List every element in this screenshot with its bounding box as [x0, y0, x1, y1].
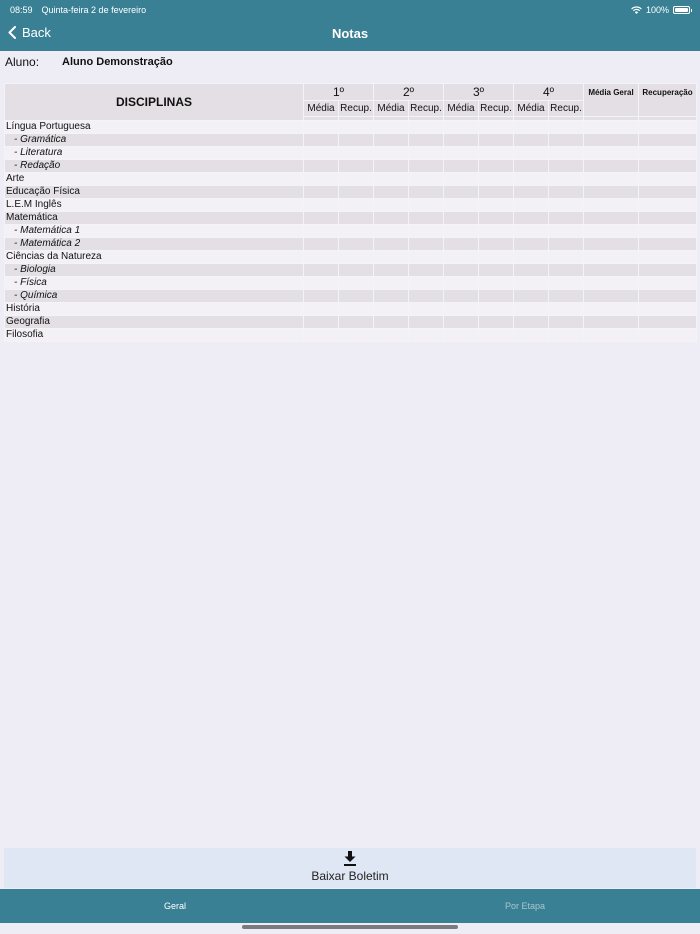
grade-cell: [444, 134, 479, 147]
grade-cell: [584, 277, 639, 290]
grade-cell: [374, 212, 409, 225]
grade-cell: [514, 316, 549, 329]
grade-cell: [409, 225, 444, 238]
grade-cell: [639, 160, 697, 173]
grade-cell: [639, 212, 697, 225]
status-time: 08:59: [10, 4, 33, 15]
grade-cell: [549, 147, 584, 160]
grade-cell: [444, 160, 479, 173]
table-row: [5, 303, 697, 316]
grades-table: [4, 83, 697, 342]
grade-cell: [409, 134, 444, 147]
grade-cell: [479, 329, 514, 342]
discipline-name: - Redação: [5, 160, 304, 173]
table-row: [5, 121, 697, 134]
term-2-media-header: Média: [374, 101, 409, 117]
grade-cell: [444, 316, 479, 329]
table-row: [5, 251, 697, 264]
grade-cell: [339, 290, 374, 303]
term-4-header: 4º: [514, 84, 584, 101]
grade-cell: [584, 238, 639, 251]
discipline-name: - Biologia: [5, 264, 304, 277]
grade-cell: [549, 303, 584, 316]
grade-cell: [584, 329, 639, 342]
grade-cell: [639, 134, 697, 147]
grade-cell: [409, 277, 444, 290]
term-2-recup-header: Recup.: [409, 101, 444, 117]
grade-cell: [374, 173, 409, 186]
discipline-name: L.E.M Inglês: [5, 199, 304, 212]
grade-cell: [374, 160, 409, 173]
grade-cell: [549, 212, 584, 225]
grade-cell: [479, 160, 514, 173]
discipline-name: Matemática: [5, 212, 304, 225]
discipline-name: Língua Portuguesa: [5, 121, 304, 134]
grade-cell: [339, 329, 374, 342]
grade-cell: [304, 199, 339, 212]
grade-cell: [639, 199, 697, 212]
grade-cell: [304, 238, 339, 251]
grade-cell: [549, 225, 584, 238]
grade-cell: [374, 186, 409, 199]
grade-cell: [409, 186, 444, 199]
grade-cell: [514, 264, 549, 277]
table-body: [5, 121, 697, 342]
grade-cell: [639, 251, 697, 264]
discipline-name: Filosofia: [5, 329, 304, 342]
grade-cell: [584, 186, 639, 199]
grade-cell: [584, 303, 639, 316]
grade-cell: [549, 186, 584, 199]
battery-icon: [673, 6, 690, 14]
grade-cell: [479, 212, 514, 225]
grade-cell: [639, 316, 697, 329]
student-name: Aluno Demonstração: [62, 56, 173, 68]
grade-cell: [479, 134, 514, 147]
grade-cell: [304, 173, 339, 186]
tab-bar: [0, 889, 700, 923]
grade-cell: [514, 277, 549, 290]
grade-cell: [374, 329, 409, 342]
grade-cell: [479, 264, 514, 277]
grade-cell: [339, 173, 374, 186]
grade-cell: [374, 316, 409, 329]
grade-cell: [549, 290, 584, 303]
grade-cell: [584, 264, 639, 277]
student-label: Aluno:: [5, 55, 40, 69]
grade-cell: [444, 225, 479, 238]
grade-cell: [549, 251, 584, 264]
grade-cell: [584, 121, 639, 134]
grade-cell: [339, 316, 374, 329]
grade-cell: [444, 290, 479, 303]
grade-cell: [479, 316, 514, 329]
discipline-name: História: [5, 303, 304, 316]
grade-cell: [514, 173, 549, 186]
grade-cell: [584, 147, 639, 160]
grade-cell: [549, 160, 584, 173]
grade-cell: [444, 329, 479, 342]
page-title: Notas: [331, 26, 369, 41]
grade-cell: [639, 264, 697, 277]
grade-cell: [479, 225, 514, 238]
grade-cell: [549, 134, 584, 147]
table-row: [5, 290, 697, 303]
grade-cell: [444, 277, 479, 290]
table-row: [5, 212, 697, 225]
grade-cell: [514, 199, 549, 212]
grade-cell: [584, 199, 639, 212]
student-info: [5, 55, 173, 69]
term-1-header: 1º: [304, 84, 374, 101]
grade-cell: [339, 186, 374, 199]
grade-cell: [374, 134, 409, 147]
grade-cell: [339, 199, 374, 212]
grade-cell: [304, 160, 339, 173]
grade-cell: [409, 329, 444, 342]
grade-cell: [339, 134, 374, 147]
grade-cell: [639, 303, 697, 316]
grade-cell: [444, 147, 479, 160]
grade-cell: [584, 316, 639, 329]
grade-cell: [339, 147, 374, 160]
grade-cell: [304, 134, 339, 147]
table-row: [5, 225, 697, 238]
grade-cell: [374, 277, 409, 290]
grade-cell: [304, 147, 339, 160]
grade-cell: [409, 121, 444, 134]
grade-cell: [584, 212, 639, 225]
grade-cell: [584, 160, 639, 173]
discipline-name: Ciências da Natureza: [5, 251, 304, 264]
grade-cell: [339, 264, 374, 277]
grade-cell: [479, 199, 514, 212]
grade-cell: [584, 251, 639, 264]
grade-cell: [479, 121, 514, 134]
grade-cell: [549, 199, 584, 212]
grade-cell: [584, 290, 639, 303]
grade-cell: [374, 238, 409, 251]
grade-cell: [479, 147, 514, 160]
grade-cell: [639, 329, 697, 342]
recuperacao-header: Recuperação: [639, 84, 697, 117]
grade-cell: [374, 290, 409, 303]
wifi-icon: [631, 6, 642, 14]
grade-cell: [409, 238, 444, 251]
discipline-name: - Física: [5, 277, 304, 290]
grade-cell: [514, 290, 549, 303]
grade-cell: [584, 134, 639, 147]
grade-cell: [479, 303, 514, 316]
grade-cell: [514, 303, 549, 316]
grade-cell: [639, 121, 697, 134]
disciplines-header: DISCIPLINAS: [5, 84, 304, 121]
grade-cell: [514, 212, 549, 225]
grade-cell: [374, 121, 409, 134]
status-date: Quinta-feira 2 de fevereiro: [41, 4, 147, 15]
term-4-recup-header: Recup.: [549, 101, 584, 117]
term-1-recup-header: Recup.: [339, 101, 374, 117]
grade-cell: [514, 147, 549, 160]
table-row: [5, 186, 697, 199]
grade-cell: [339, 225, 374, 238]
grade-cell: [444, 303, 479, 316]
grade-cell: [339, 212, 374, 225]
grade-cell: [374, 147, 409, 160]
grade-cell: [549, 277, 584, 290]
discipline-name: - Gramática: [5, 134, 304, 147]
grade-cell: [639, 238, 697, 251]
grade-cell: [374, 199, 409, 212]
discipline-name: Geografia: [5, 316, 304, 329]
grade-cell: [549, 173, 584, 186]
tab-por-etapa[interactable]: [350, 889, 700, 923]
discipline-name: Educação Física: [5, 186, 304, 199]
grade-cell: [479, 290, 514, 303]
grade-cell: [444, 121, 479, 134]
table-row: [5, 329, 697, 342]
table-row: [5, 264, 697, 277]
tab-geral[interactable]: [0, 889, 350, 923]
grade-cell: [639, 173, 697, 186]
grade-cell: [304, 290, 339, 303]
grade-cell: [304, 277, 339, 290]
grade-cell: [584, 225, 639, 238]
discipline-name: - Química: [5, 290, 304, 303]
table-row: [5, 147, 697, 160]
grade-cell: [409, 160, 444, 173]
term-3-header: 3º: [444, 84, 514, 101]
grade-cell: [339, 303, 374, 316]
grade-cell: [444, 186, 479, 199]
term-2-header: 2º: [374, 84, 444, 101]
tab-geral-label: Geral: [163, 901, 186, 911]
grade-cell: [639, 147, 697, 160]
table-row: [5, 277, 697, 290]
grade-cell: [339, 277, 374, 290]
table-row: [5, 199, 697, 212]
grade-cell: [304, 186, 339, 199]
table-row: [5, 160, 697, 173]
table-row: [5, 134, 697, 147]
battery-percentage: 100%: [645, 4, 669, 15]
grade-cell: [409, 264, 444, 277]
grade-cell: [409, 316, 444, 329]
discipline-name: Arte: [5, 173, 304, 186]
term-1-media-header: Média: [304, 101, 339, 117]
grade-cell: [304, 303, 339, 316]
grade-cell: [304, 329, 339, 342]
grade-cell: [479, 251, 514, 264]
discipline-name: - Matemática 1: [5, 225, 304, 238]
discipline-name: - Matemática 2: [5, 238, 304, 251]
grade-cell: [639, 290, 697, 303]
grade-cell: [549, 316, 584, 329]
grade-cell: [549, 238, 584, 251]
home-indicator: [242, 925, 458, 929]
grade-cell: [479, 186, 514, 199]
grade-cell: [444, 212, 479, 225]
grade-cell: [444, 264, 479, 277]
grade-cell: [444, 199, 479, 212]
grade-cell: [409, 251, 444, 264]
grade-cell: [374, 303, 409, 316]
grade-cell: [479, 173, 514, 186]
grade-cell: [514, 238, 549, 251]
term-3-recup-header: Recup.: [479, 101, 514, 117]
grade-cell: [444, 251, 479, 264]
grade-cell: [514, 160, 549, 173]
grade-cell: [444, 173, 479, 186]
grade-cell: [479, 238, 514, 251]
discipline-name: - Literatura: [5, 147, 304, 160]
grade-cell: [304, 251, 339, 264]
grade-cell: [514, 134, 549, 147]
media-geral-header: Média Geral: [584, 84, 639, 117]
grade-cell: [514, 225, 549, 238]
grade-cell: [549, 121, 584, 134]
grade-cell: [514, 251, 549, 264]
table-row: [5, 238, 697, 251]
grade-cell: [639, 225, 697, 238]
grade-cell: [304, 212, 339, 225]
tab-por-etapa-label: Por Etapa: [504, 901, 546, 911]
grade-cell: [409, 173, 444, 186]
grade-cell: [549, 329, 584, 342]
grade-cell: [479, 277, 514, 290]
grade-cell: [304, 264, 339, 277]
grade-cell: [584, 173, 639, 186]
grade-cell: [339, 238, 374, 251]
grade-cell: [409, 212, 444, 225]
table-row: [5, 173, 697, 186]
term-4-media-header: Média: [514, 101, 549, 117]
grade-cell: [409, 303, 444, 316]
grade-cell: [304, 225, 339, 238]
top-bar: [0, 0, 700, 51]
term-3-media-header: Média: [444, 101, 479, 117]
grade-cell: [339, 251, 374, 264]
status-bar: [10, 3, 690, 16]
grade-cell: [374, 225, 409, 238]
grade-cell: [514, 121, 549, 134]
grade-cell: [444, 238, 479, 251]
back-label: Back: [22, 25, 51, 40]
grade-cell: [514, 186, 549, 199]
download-icon: [343, 851, 357, 866]
download-report-button[interactable]: [4, 848, 696, 888]
grade-cell: [409, 199, 444, 212]
grade-cell: [339, 121, 374, 134]
grade-cell: [409, 147, 444, 160]
grade-cell: [549, 264, 584, 277]
grade-cell: [339, 160, 374, 173]
grade-cell: [304, 121, 339, 134]
grade-cell: [409, 290, 444, 303]
table-header: [5, 84, 697, 121]
grade-cell: [304, 316, 339, 329]
grade-cell: [374, 251, 409, 264]
table-row: [5, 316, 697, 329]
grade-cell: [639, 186, 697, 199]
grade-cell: [374, 264, 409, 277]
grade-cell: [514, 329, 549, 342]
download-report-label: Baixar Boletim: [311, 869, 389, 883]
grade-cell: [639, 277, 697, 290]
